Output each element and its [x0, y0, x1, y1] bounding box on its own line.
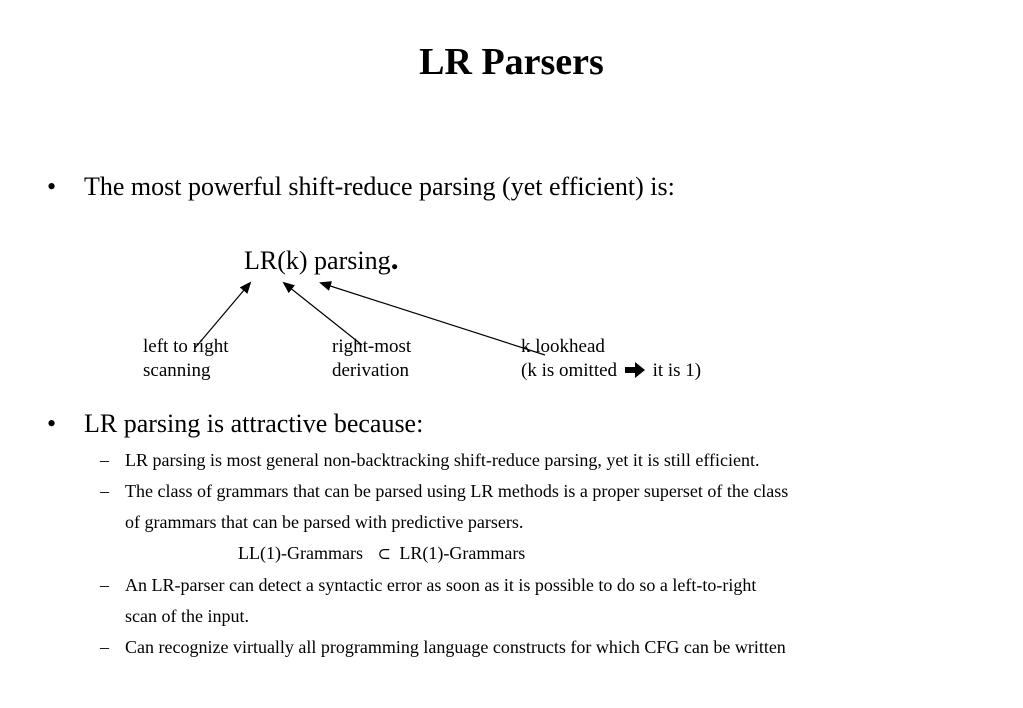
- label-left-line1: left to right: [143, 336, 229, 357]
- sub-bullet-2-line1: The class of grammars that can be parsed using LR methods is a proper superset of the class: [125, 481, 789, 501]
- label-mid-line1: right-most: [332, 336, 412, 357]
- sub-bullet-4: Can recognize virtually all programming language constructs for which CFG can be written: [125, 637, 786, 657]
- label-right-line1: k lookhead: [521, 336, 605, 357]
- bullet-marker: •: [47, 409, 57, 438]
- dash-marker: –: [100, 637, 109, 657]
- dash-marker: –: [100, 575, 109, 595]
- grammar-left: LL(1)-Grammars: [238, 543, 363, 563]
- sub-bullet-2-line2: of grammars that can be parsed with predictive parsers.: [125, 512, 524, 532]
- grammar-right: LR(1)-Grammars: [399, 543, 526, 563]
- label-right-line2: [521, 359, 701, 383]
- right-arrow-icon: [625, 362, 645, 378]
- sub-bullet-3-line1: An LR-parser can detect a syntactic error as soon as it is possible to do so a left-to-right: [125, 575, 757, 595]
- subset-symbol: ⊂: [377, 544, 391, 563]
- label-right-most: [332, 335, 411, 383]
- lr-k-parsing-text: LR(k) parsing: [244, 246, 391, 275]
- label-left-line2: scanning: [143, 360, 211, 381]
- label-right-line2-b: it is 1): [652, 360, 702, 381]
- lr-k-parsing-period: .: [390, 240, 399, 276]
- dash-marker: –: [100, 481, 109, 501]
- label-k-lookahead: [521, 335, 701, 383]
- label-left-to-right: [143, 335, 228, 383]
- bullet-2-text: LR parsing is attractive because:: [84, 409, 424, 438]
- grammar-relation: [238, 543, 525, 564]
- dash-marker: –: [100, 450, 109, 470]
- slide-title: LR Parsers: [419, 41, 604, 83]
- sub-bullet-1: LR parsing is most general non-backtracking shift-reduce parsing, yet it is still efficient.: [125, 450, 760, 470]
- bullet-1-text: The most powerful shift-reduce parsing (yet efficient) is:: [84, 172, 675, 201]
- label-mid-line2: derivation: [332, 360, 410, 381]
- sub-bullet-3-line2: scan of the input.: [125, 606, 249, 626]
- bullet-marker: •: [47, 172, 57, 201]
- label-right-line2-a: (k is omitted: [521, 360, 618, 381]
